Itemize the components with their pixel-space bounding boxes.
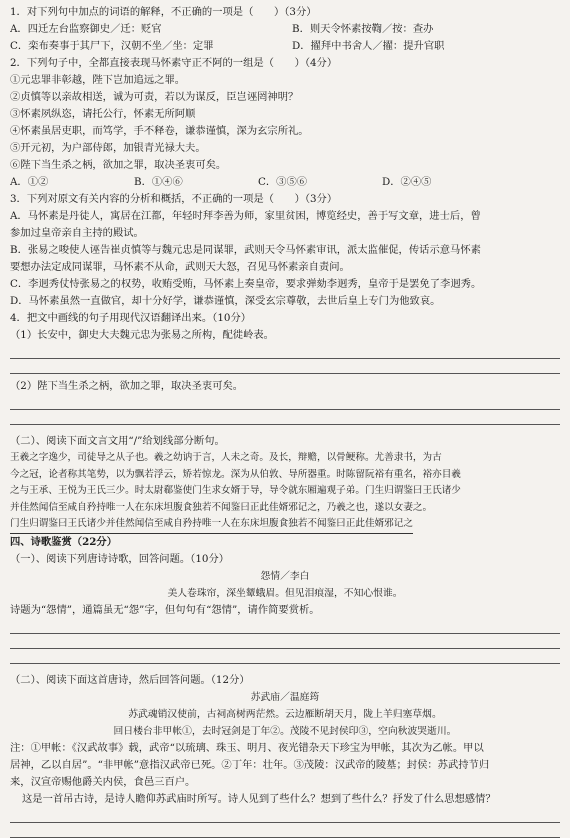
q2-sentence-2: ②贞慎等以亲故相送，诚为可责，若以为谋反，臣岂诬罔神明？ bbox=[10, 91, 299, 103]
q1-row-2 bbox=[10, 38, 560, 55]
poem1-title: 怨情／李白 bbox=[260, 570, 310, 582]
q3-option-a-line2: 参加过皇帝亲自主持的殿试。 bbox=[10, 227, 144, 239]
poem2-note-2: 居神，乙以自居”。“非甲帐”意指汉武帝已死。②丁年：壮年。③茂陵：汉武帝的陵墓；封侯：苏武持节归 bbox=[10, 758, 490, 771]
q3-option-b-line2: 要想办法定成同谋罪，马怀素不从命，武则天大怒，召见马怀素亲自责问。 bbox=[10, 261, 350, 273]
q2-option-b: B．①④⑥ bbox=[134, 176, 183, 188]
passage-line: 并佳然闻信至咸自矜持唯一人在东床坦腹食独若不闻鉴曰正此佳婿邪记之，乃羲之也，遂以女妻之。 bbox=[10, 501, 433, 513]
passage-line: 之与王承、王悦为王氏三少。时太尉郗鉴使门生求女婿于导，导令就东厢遍观子弟。门生归谓鉴曰王氏诸少 bbox=[10, 485, 461, 496]
answer-line bbox=[10, 410, 560, 425]
q4-sentence-2: （2）陛下当生杀之柄，欲加之罪，取决圣衷可矣。 bbox=[10, 380, 244, 392]
answer-line bbox=[10, 344, 560, 359]
poem1-heading: （一）、阅读下列唐诗诗歌，回答问题。（10分） bbox=[10, 552, 230, 565]
answer-line bbox=[10, 649, 560, 664]
q4-sentence-1: （1）长安中，御史大夫魏元忠为张易之所构，配徙岭表。 bbox=[10, 329, 274, 341]
answer-line bbox=[10, 395, 560, 410]
q3-option-b-line1: B．张易之唆使人诬告崔贞慎等与魏元忠是同谋罪，武则天令马怀素审讯，派太监催促，传话示意马怀素 bbox=[10, 244, 481, 256]
poem1-question: 诗题为“怨情”，通篇虽无“怨”字，但句句有“怨情”，请作简要赏析。 bbox=[10, 603, 320, 616]
q1-option-a: A．四迁左台监察御史／迁：贬官 bbox=[10, 23, 162, 35]
q2-sentence-3: ③怀素夙纵恣，请托公行，怀素无所阿顺 bbox=[10, 108, 196, 120]
q2-options bbox=[10, 174, 560, 191]
q3-option-a-line1: A．马怀素是丹徒人，寓居在江都，年轻时拜李善为师，家里贫困，博览经史，善于写文章，进士后，曾 bbox=[10, 210, 481, 222]
poem2-note-1: 注：①甲帐：《汉武故事》载，武帝“以琉璃、珠玉、明月、夜光错杂天下珍宝为甲帐，其次为乙帐。甲以 bbox=[10, 741, 484, 754]
q2-stem: 2．下列句子中，全都直接表现马怀素守正不阿的一组是（ ）（4分） bbox=[10, 57, 338, 69]
q1-option-c: C．栾布奏事于其尸下，汉朝不坐／坐：定罪 bbox=[10, 40, 214, 52]
passage-line: 今之冠，论者称其笔势，以为飘若浮云，矫若惊龙。深为从伯敦、导所器重。时陈留阮裕有重名，裕亦目羲 bbox=[10, 468, 461, 480]
q3-stem: 3．下列对原文有关内容的分析和概括，不正确的一项是（ ）（3分） bbox=[10, 193, 338, 205]
q1-option-b: B．则天令怀素按鞫／按：查办 bbox=[292, 23, 434, 35]
q2-option-d: D．②④⑤ bbox=[382, 176, 432, 188]
poem2-line-2: 回日楼台非甲帐①，去时冠剑是丁年②。茂陵不见封侯印③，空向秋波哭逝川。 bbox=[113, 725, 457, 737]
answer-line bbox=[10, 808, 560, 823]
poem2-heading: （二）、阅读下面这首唐诗，然后回答问题。（12分） bbox=[10, 673, 250, 686]
q3-option-c: C．李迥秀仗恃张易之的权势，收贿受贿，马怀素上奏皇帝，要求弹劾李迥秀，皇帝于是罢免了李迥秀。 bbox=[10, 278, 482, 290]
q4-stem: 4．把文中画线的句子用现代汉语翻译出来。（10分） bbox=[10, 312, 252, 324]
underlined-text: 门生归谓鉴曰王氏诸少并佳然闻信至咸自矜持唯一人在东床坦腹食独若不闻鉴曰正此佳婿邪记之 bbox=[10, 516, 413, 534]
section-4-heading: 四、诗歌鉴赏（22分） bbox=[10, 535, 118, 548]
passage-line: 王羲之字逸少，司徒导之从子也。羲之幼讷于言，人未之奇。及长，辩赡，以骨鲠称。尤善隶书，为古 bbox=[10, 452, 442, 463]
poem2-title: 苏武庙／温庭筠 bbox=[250, 691, 320, 703]
answer-line bbox=[10, 634, 560, 649]
q1-row-1 bbox=[10, 21, 560, 38]
poem2-question: 这是一首吊古诗，是诗人瞻仰苏武庙时所写。诗人见到了些什么？想到了些什么？抒发了什么思想感情？ bbox=[22, 792, 496, 805]
q2-option-a: A．①② bbox=[10, 176, 49, 188]
answer-line bbox=[10, 619, 560, 634]
q1-option-d: D．擢拜中书舍人／擢：提升官职 bbox=[292, 40, 445, 52]
poem2-line-1: 苏武魂销汉使前，古祠高树两茫然。云边雁断胡天月，陇上羊归塞草烟。 bbox=[128, 708, 442, 720]
q2-sentence-6: ⑥陛下当生杀之柄，欲加之罪，取决圣衷可矣。 bbox=[10, 159, 227, 171]
q3-option-d: D．马怀素虽然一直做官，却十分好学，谦恭谨慎，深受玄宗尊敬，去世后皇上专门为他致哀。 bbox=[10, 295, 441, 307]
q2-sentence-4: ④怀素虽居吏职，而笃学，手不释卷，谦恭谨慎，深为玄宗所礼。 bbox=[10, 125, 309, 137]
poem1-text: 美人卷珠帘，深坐颦蛾眉。但见泪痕湿，不知心恨谁。 bbox=[167, 587, 403, 599]
q2-sentence-1: ①元忠罪非彰越，陛下岂加追远之罪。 bbox=[10, 74, 186, 86]
q2-sentence-5: ⑤开元初，为户部侍郎，加银青光禄大夫。 bbox=[10, 142, 206, 154]
q1-stem: 1．对下列句中加点的词语的解释，不正确的一项是（ ）（3分） bbox=[10, 6, 317, 18]
answer-line bbox=[10, 823, 560, 838]
answer-line bbox=[10, 359, 560, 374]
underlined-passage bbox=[10, 516, 560, 534]
poem2-note-3: 来，汉宣帝赐他爵关内侯，食邑三百户。 bbox=[10, 775, 196, 788]
q2-option-c: C．③⑤⑥ bbox=[258, 176, 308, 188]
section-2-heading: （二）、阅读下面文言文用“/”给划线部分断句。 bbox=[10, 435, 225, 447]
